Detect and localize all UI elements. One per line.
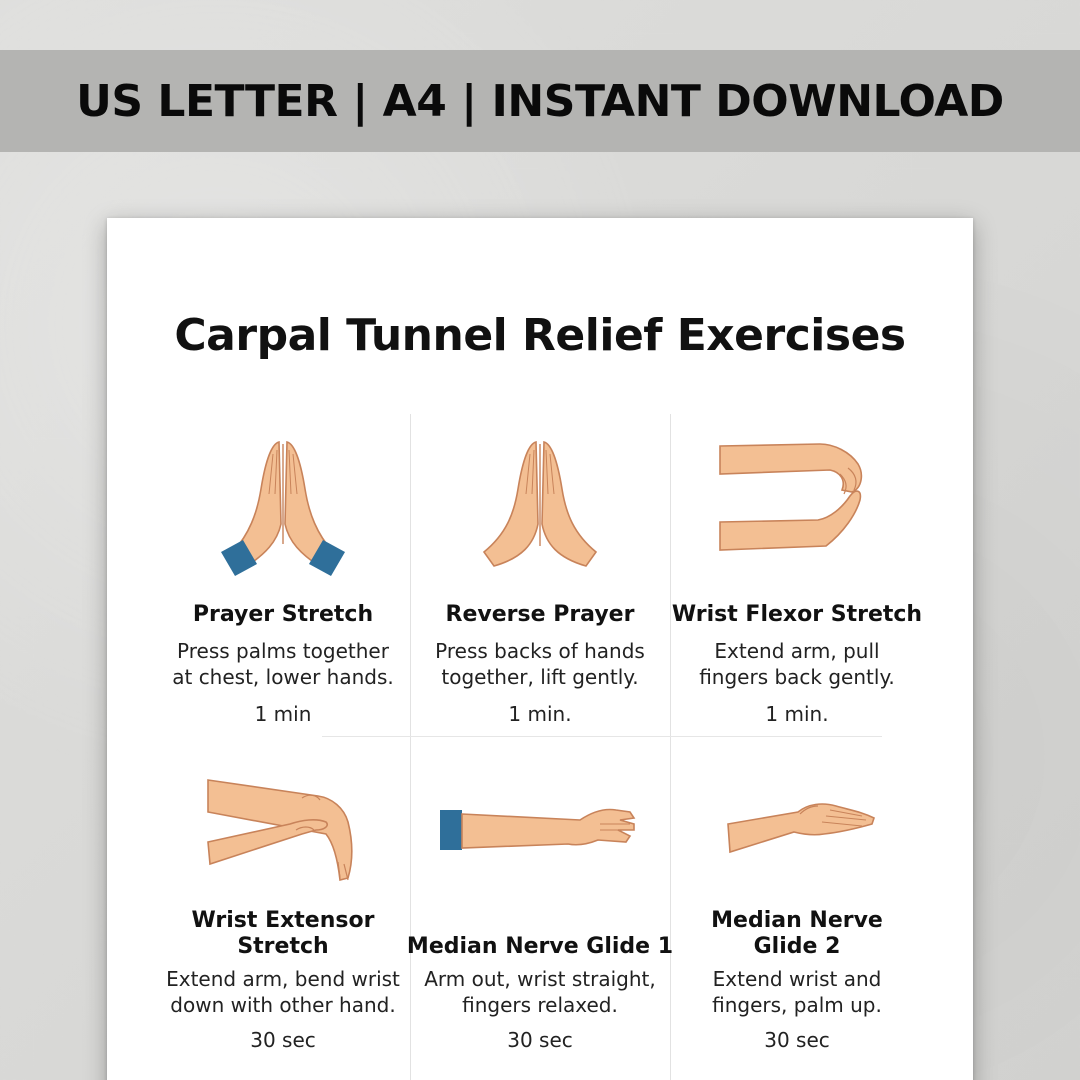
- exercise-description: Extend arm, pull fingers back gently.: [699, 639, 895, 689]
- exercise-description: Press backs of hands together, lift gently.: [435, 639, 645, 689]
- banner-text: US LETTER | A4 | INSTANT DOWNLOAD: [76, 75, 1004, 127]
- exercise-name: Prayer Stretch: [192, 602, 374, 627]
- extended-arm-illustration: [410, 768, 670, 918]
- exercise-name: Wrist Flexor Stretch: [671, 602, 923, 627]
- palm-up-hand-illustration: [667, 768, 927, 918]
- exercise-duration: 1 min.: [508, 702, 572, 726]
- reverse-prayer-hands-illustration: [410, 434, 670, 584]
- wrist-flexor-illustration: [667, 434, 927, 584]
- exercise-description: Extend wrist and fingers, palm up.: [712, 967, 882, 1017]
- exercise-duration: 1 min.: [765, 702, 829, 726]
- exercise-description: Arm out, wrist straight, fingers relaxed.: [424, 967, 656, 1017]
- exercise-name: Median Nerve Glide 1: [406, 934, 674, 959]
- exercise-name: Wrist Extensor Stretch: [191, 908, 375, 959]
- printable-sheet: [107, 218, 973, 1080]
- exercise-description: Press palms together at chest, lower hands.: [172, 639, 394, 689]
- prayer-hands-illustration: [153, 434, 413, 584]
- exercise-duration: 1 min: [254, 702, 312, 726]
- exercise-duration: 30 sec: [250, 1028, 316, 1052]
- wrist-extensor-illustration: [153, 768, 413, 918]
- exercise-description: Extend arm, bend wrist down with other hand.: [166, 967, 400, 1017]
- row-divider: [322, 736, 882, 737]
- exercise-name: Reverse Prayer: [445, 602, 635, 627]
- exercise-name: Median Nerve Glide 2: [711, 908, 883, 959]
- top-banner: [0, 50, 1080, 152]
- exercise-duration: 30 sec: [507, 1028, 573, 1052]
- exercise-duration: 30 sec: [764, 1028, 830, 1052]
- sheet-title: Carpal Tunnel Relief Exercises: [174, 310, 906, 361]
